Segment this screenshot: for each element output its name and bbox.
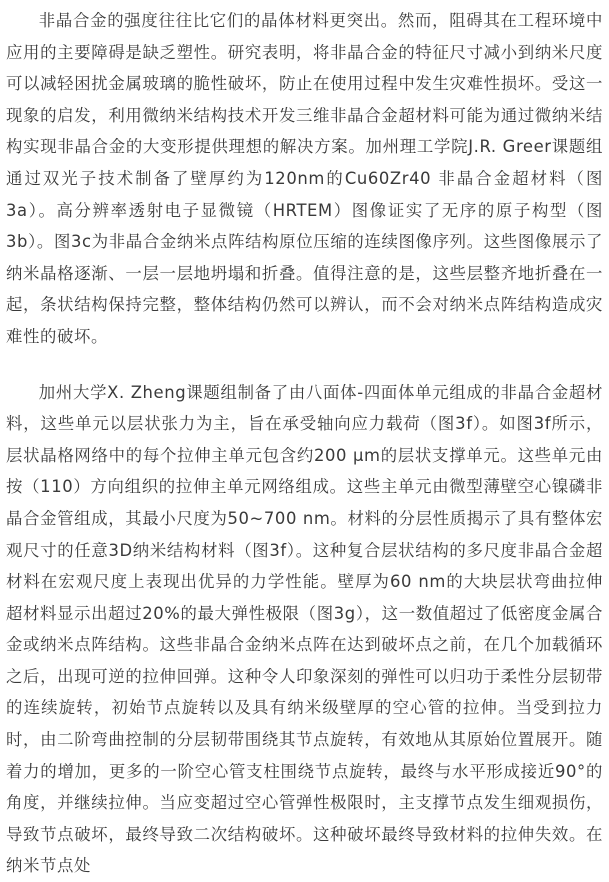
paragraph-1: 非晶合金的强度往往比它们的晶体材料更突出。然而，阻碍其在工程环境中应用的主要障碍是缺乏塑性。研究表明，将非晶合金的特征尺寸减小到纳米尺度可以减轻困扰金属玻璃的脆性破坏，防止在使用过程中发生灾难性损坏。受这一现象的启发，利用微纳米结构技术开发三维非晶合金超材料可能为通过微纳米结构实现非晶合金的大变形提供理想的解决方案。加州理工学院J.R. Greer课题组通过双光子技术制备了壁厚约为120nm的Cu60Zr40 非晶合金超材料（图3a）。高分辨率透射电子显微镜（HRTEM）图像证实了无序的原子构型（图3b）。图3c为非晶合金纳米点阵结构原位压缩的连续图像序列。这些图像展示了纳米晶格逐渐、一层一层地坍塌和折叠。值得注意的是，这些层整齐地折叠在一起，条状结构保持完整，整体结构仍然可以辨认，而不会对纳米点阵结构造成灾难性的破坏。 <box>6 11 603 346</box>
paragraph-2: 加州大学X. Zheng课题组制备了由八面体-四面体单元组成的非晶合金超材料，这些单元以层状张力为主，旨在承受轴向应力载荷（图3f）。如图3f所示，层状晶格网络中的每个拉伸主单元包含约200 μm的层状支撑单元。这些单元由按（110）方向组织的拉伸主单元网络组成。这些主单元由微型薄壁空心镍磷非晶合金管组成，其最小尺度为50~700 nm。材料的分层性质揭示了具有整体宏观尺寸的任意3D纳米结构材料（图3f）。这种复合层状结构的多尺度非晶合金超材料在宏观尺度上表现出优异的力学性能。壁厚为60 nm的大块层状弯曲拉伸超材料显示出超过20%的最大弹性极限（图3g），这一数值超过了低密度金属合金或纳米点阵结构。这些非晶合金纳米点阵在达到破坏点之前，在几个加载循环之后，出现可逆的拉伸回弹。这种令人印象深刻的弹性可以归功于柔性分层韧带的连续旋转，初始节点旋转以及具有纳米级壁厚的空心管的拉伸。当受到拉力时，由二阶弯曲控制的分层韧带围绕其节点旋转，有效地从其原始位置展开。随着力的增加，更多的一阶空心管支柱围绕节点旋转，最终与水平形成接近90°的角度，并继续拉伸。当应变超过空心管弹性极限时，主支撑节点发生细观损伤，导致节点破坏，最终导致二次结构破坏。这种破坏最终导致材料的拉伸失效。在纳米节点处 <box>6 382 603 876</box>
